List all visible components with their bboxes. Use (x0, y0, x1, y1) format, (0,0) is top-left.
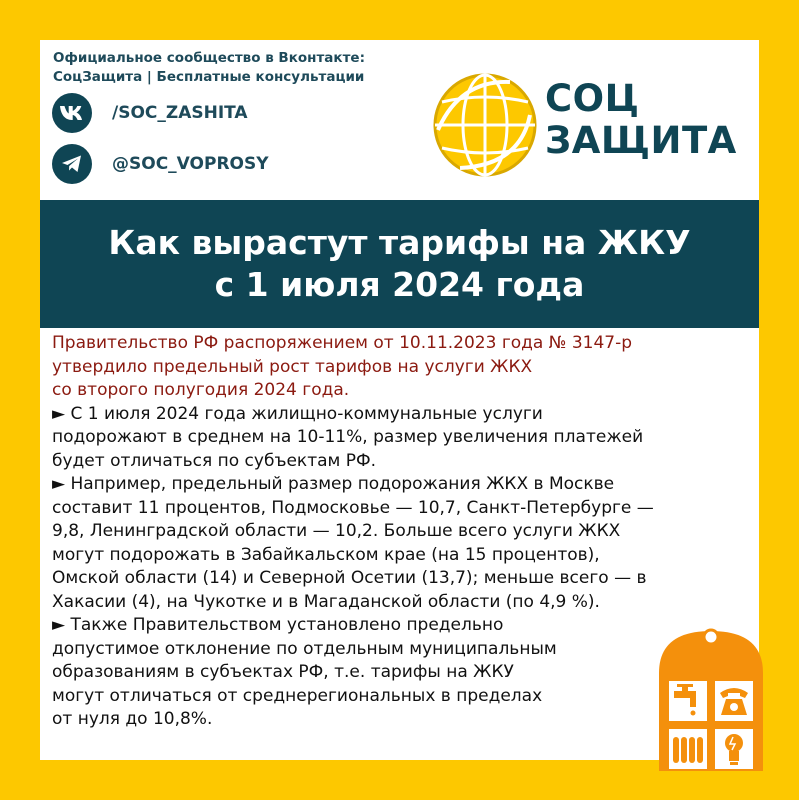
bullet-arrow-icon: ► (52, 474, 66, 494)
logo-line-1: СОЦ (545, 77, 640, 120)
telegram-icon (52, 144, 92, 184)
vk-link[interactable] (52, 93, 248, 133)
bullet-arrow-icon: ► (52, 615, 66, 635)
telegram-handle: @SOC_VOPROSY (112, 154, 269, 174)
soc-zashita-logo (430, 70, 540, 184)
title-line-1: Как вырастут тарифы на ЖКУ (108, 223, 691, 262)
globe-logo-icon (430, 70, 540, 180)
utility-house-icon (655, 625, 767, 775)
community-info (53, 49, 365, 87)
paragraph-2-text: Например, предельный размер подорожания ЖКХ в Москве составит 11 процентов, Подмосковье — 10,7, Санкт-Петербурге — 9,8, Ленинградской области — 10,2. Больше всего услуги ЖКХ могут подорожать в Забайкальском крае (на 15 процентов), Омской области (14) и Северной Осетии (13,7); меньше всего — в Хакасии (4), на Чукотке и в Магаданской области (по 4,9 %). (52, 474, 654, 612)
telegram-link[interactable] (52, 144, 269, 184)
content-card (40, 40, 759, 760)
paragraph-3-text: Также Правительством установлено предельно допустимое отклонение по отдельным муниципальным образованиям в субъектах РФ, т.е. тарифы на ЖКУ могут отличаться от среднерегиональных в пределах от нуля до 10,8%. (52, 615, 557, 729)
community-line-2: СоцЗащита | Бесплатные консультации (53, 69, 365, 85)
community-line-1: Официальное сообщество в Вконтакте: (53, 50, 365, 66)
title-line-2: с 1 июля 2024 года (214, 265, 585, 304)
article-body (52, 332, 752, 732)
paragraph-3 (52, 614, 752, 732)
bullet-arrow-icon: ► (52, 403, 66, 424)
title-banner (40, 200, 759, 328)
logo-line-2: ЗАЩИТА (545, 119, 737, 162)
vk-handle: /SOC_ZASHITA (112, 103, 248, 123)
intro-paragraph: Правительство РФ распоряжением от 10.11.2023 года № 3147-р утвердило предельный рост тарифов на услуги ЖКХ со второго полугодия 2024 года. (52, 333, 633, 400)
vk-icon (52, 93, 92, 133)
paragraph-1-text: С 1 июля 2024 года жилищно-коммунальные услуги подорожают в среднем на 10-11%, размер увеличения платежей будет отличаться по субъектам РФ. (52, 403, 644, 471)
header (40, 40, 759, 200)
paragraph-2 (52, 473, 752, 614)
paragraph-1 (52, 403, 752, 474)
logo-text (545, 78, 737, 162)
